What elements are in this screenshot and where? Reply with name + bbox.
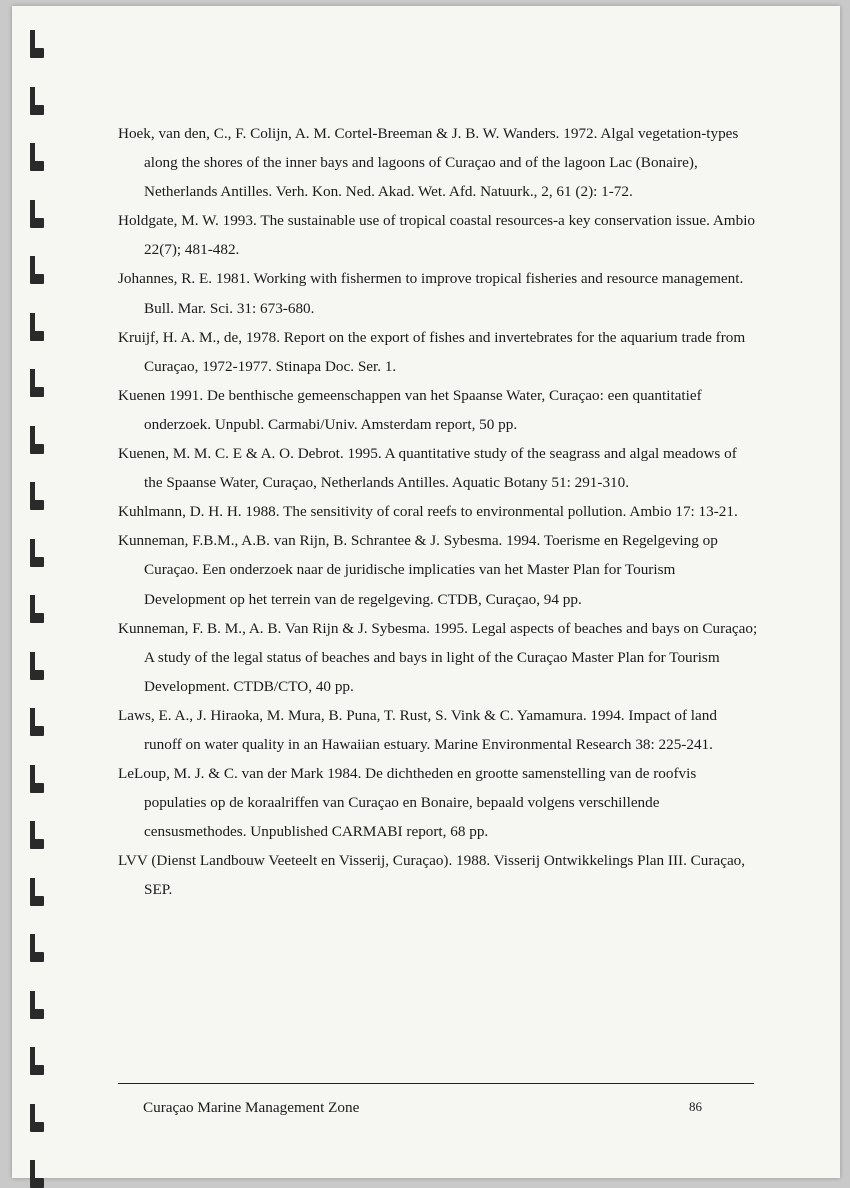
binding-tooth — [30, 48, 44, 58]
binding-tooth — [30, 1065, 44, 1075]
binding-tooth — [30, 105, 44, 115]
reference-entry: LVV (Dienst Landbouw Veeteelt en Visserij, Curaçao). 1988. Visserij Ontwikkelings Plan III. Curaçao, SEP. — [118, 852, 746, 899]
binding-tooth — [30, 161, 44, 171]
reference-entry: Kunneman, F.B.M., A.B. van Rijn, B. Schrantee & J. Sybesma. 1994. Toerisme en Regelgeving op Curaçao. Een onderzoek naar de juridische implicaties van het Master Plan for Tourism Development op het terrein van de regelgeving. CTDB, Curaçao, 94 pp. — [118, 532, 718, 608]
binding-tooth — [30, 500, 44, 510]
binding-tooth — [30, 1009, 44, 1019]
page-number: 86 — [689, 1099, 702, 1114]
binding-tooth — [30, 613, 44, 623]
reference-entry: Kuhlmann, D. H. H. 1988. The sensitivity of coral reefs to environmental pollution. Ambio 17: 13-21. — [118, 503, 738, 521]
binding-tooth — [30, 274, 44, 284]
binding-tooth — [30, 1178, 44, 1188]
reference-entry: Kruijf, H. A. M., de, 1978. Report on the export of fishes and invertebrates for the aquarium trade from Curaçao, 1972-1977. Stinapa Doc. Ser. 1. — [118, 328, 746, 375]
reference-entry: Hoek, van den, C., F. Colijn, A. M. Cortel-Breeman & J. B. W. Wanders. 1972. Algal vegetation-types along the shores of the inner bays and lagoons of Curaçao and of the lagoon Lac (Bonaire), Netherlands Antilles. Verh. Kon. Ned. Akad. Wet. Afd. Natuurk., 2, 61 (2): 1-72. — [118, 125, 739, 201]
binding-tooth — [30, 218, 44, 228]
reference-entry: Laws, E. A., J. Hiraoka, M. Mura, B. Puna, T. Rust, S. Vink & C. Yamamura. 1994. Impact of land runoff on water quality in an Hawaiian estuary. Marine Environmental Research 38: 225-241. — [118, 706, 717, 753]
reference-entry: LeLoup, M. J. & C. van der Mark 1984. De dichtheden en grootte samenstelling van de roofvis populaties op de koraalriffen van Curaçao en Bonaire, bepaald volgens verschillende censusmethodes. Unpublished CARMABI report, 68 pp. — [118, 765, 697, 841]
binding-tooth — [30, 387, 44, 397]
reference-entry: Kunneman, F. B. M., A. B. Van Rijn & J. Sybesma. 1995. Legal aspects of beaches and bays on Curaçao; A study of the legal status of beaches and bays in light of the Curaçao Master Plan for Tourism Development. CTDB/CTO, 40 pp. — [118, 619, 758, 695]
binding-tooth — [30, 952, 44, 962]
binding-tooth — [30, 783, 44, 793]
reference-entry: Kuenen 1991. De benthische gemeenschappen van het Spaanse Water, Curaçao: een quantitatief onderzoek. Unpubl. Carmabi/Univ. Amsterdam report, 50 pp. — [118, 386, 702, 433]
footer-title: Curaçao Marine Management Zone — [143, 1099, 360, 1116]
binding-tooth — [30, 1122, 44, 1132]
binding-tooth — [30, 670, 44, 680]
binding-tooth — [30, 331, 44, 341]
footer-rule — [118, 1083, 754, 1084]
binding-tooth — [30, 557, 44, 567]
reference-entry: Holdgate, M. W. 1993. The sustainable use of tropical coastal resources-a key conservation issue. Ambio 22(7); 481-482. — [118, 212, 756, 259]
binding-tooth — [30, 444, 44, 454]
binding-tooth — [30, 896, 44, 906]
reference-list — [118, 119, 758, 905]
reference-entry: Johannes, R. E. 1981. Working with fishermen to improve tropical fisheries and resource management. Bull. Mar. Sci. 31: 673-680. — [118, 270, 744, 317]
spiral-binding — [0, 0, 42, 1185]
reference-entry: Kuenen, M. M. C. E & A. O. Debrot. 1995. A quantitative study of the seagrass and algal meadows of the Spaanse Water, Curaçao, Netherlands Antilles. Aquatic Botany 51: 291-310. — [118, 445, 737, 492]
binding-tooth — [30, 726, 44, 736]
binding-tooth — [30, 839, 44, 849]
